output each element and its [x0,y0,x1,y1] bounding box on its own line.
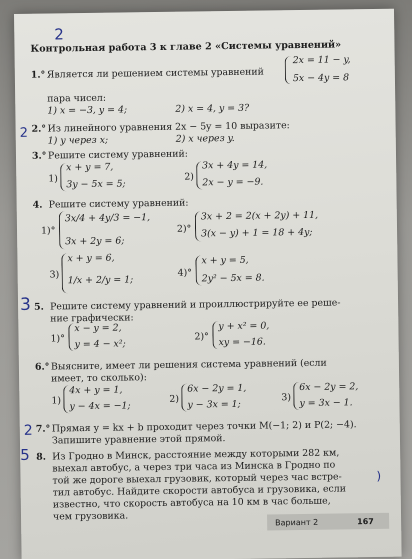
q3-a-label: 1) [48,173,59,185]
q6-b-eq1: 6x − 2y = 1, [187,382,247,395]
worksheet-title: Контрольная работа 3 к главе 2 «Системы уравнений» [30,39,342,55]
q1-text2: пара чисел: [47,92,107,105]
page-footer [267,513,389,531]
q2-number: 2.° [31,123,47,135]
q6-a-eq1: 4x + y = 1, [69,384,123,397]
q5-text: Решите систему уравнений и проиллюстрируйте ее реше- [50,297,341,313]
q3-b-eq1: 3x + 4y = 14, [202,159,268,172]
q5-b-label: 2)° [194,331,209,343]
q1-option-a: 1) x = −3, y = 4; [47,104,128,117]
handwritten-mark-q8: 5 [20,445,30,464]
q3-b-eq2: 2x − y = −9. [202,176,264,189]
q8-line-3: той же дороге выехал грузовик, который через час встре- [52,471,342,487]
q4-d-eq1: x + y = 5, [201,254,249,267]
q5-number: 5. [34,301,44,313]
q5-b-eq2: xy = −16. [218,336,266,349]
q6-number: 6.° [34,361,50,373]
q8-line-4: тил автобус. Найдите скорости автобуса и грузовика, если [52,483,347,499]
q6-a-label: 1) [51,395,62,407]
q7-text: Прямая y = kx + b проходит через точки M(−1; 2) и P(2; −4). [51,419,357,435]
q4-a-eq1: 3x/4 + 4y/3 = −1, [64,212,151,225]
q4-c-eq1: x + y = 6, [67,252,115,265]
q2-text: Из линейного уравнения 2x − 5y = 10 выразите: [47,120,290,135]
handwritten-check-q2: 2 [19,125,29,141]
q5-b-eq1: y + x² = 0, [218,320,270,333]
q4-d-label: 4)° [177,267,193,279]
q3-number: 3.° [31,150,47,162]
q6-b-eq2: y − 3x = 1; [187,398,241,411]
q2-option-a: 1) y через x; [47,134,109,147]
q6-b-label: 2) [169,393,180,405]
q4-a-eq2: 3x + 2y = 6; [65,235,125,248]
handwritten-check-q7: 2 [23,422,33,439]
q1-option-b: 2) x = 4, y = 3? [175,102,250,115]
q1-eq2: 5x − 4y = 8 [292,72,350,85]
q1-text: Является ли решением системы уравнений [46,66,264,81]
q5-text2: ние графически: [50,312,134,325]
q4-c-eq2: 1/x + 2/y = 1; [67,274,134,287]
q3-text: Решите систему уравнений: [47,148,188,162]
q1-number: 1.° [30,69,46,81]
q3-b-label: 2) [184,171,194,183]
q3-a-eq2: 3y − 5x = 5; [66,178,126,191]
handwritten-tick: ) [376,468,382,483]
q6-c-eq2: y = 3x − 1. [299,397,353,410]
q4-a-label: 1)° [40,225,56,237]
q4-b-label: 2)° [176,223,192,235]
q2-option-b: 2) x через y. [175,132,235,145]
handwritten-mark-q5: 3 [19,294,32,315]
q4-d-eq2: 2y² − 5x = 8. [201,272,265,285]
worksheet-page [14,9,402,559]
q3-a-eq1: x + y = 7, [66,161,114,174]
q1-system-brace [285,56,292,84]
q4-b-eq2: 3(x − y) + 1 = 18 + 4y; [201,226,313,240]
q8-line-5: известно, что скорость автобуса на 10 км в час больше, [52,495,331,511]
q6-c-eq1: 6x − 2y = 2, [299,381,359,394]
q5-a-label: 1)° [50,333,65,345]
q5-a-eq1: x − y = 2, [74,322,122,335]
q4-text: Решите систему уравнений: [48,197,189,211]
q6-text2: имеет, то сколько): [51,372,147,385]
footer-variant: Вариант 2 [275,517,319,528]
q8-line-1: Из Гродно в Минск, расстояние между которыми 282 км, [52,447,340,463]
footer-page-number: 167 [357,517,374,527]
q8-line-6: чем грузовика. [52,510,129,523]
q4-c-label: 3) [49,269,60,281]
q6-a-eq2: y − 4x = −1; [69,400,131,413]
q6-c-label: 3) [281,392,292,404]
q8-number: 8. [36,451,47,463]
q7-text2: Запишите уравнение этой прямой. [51,433,226,447]
q8-line-2: выехал автобус, а через три часа из Минска в Гродно по [52,459,336,475]
handwritten-variant-mark: 2 [54,25,64,44]
q4-number: 4. [32,199,43,211]
q7-number: 7.° [35,423,51,435]
q4-b-eq1: 3x + 2 = 2(x + 2y) + 11, [200,209,319,223]
q1-eq1: 2x = 11 − y, [292,54,351,67]
q5-a-eq2: y = 4 − x²; [74,338,126,351]
q6-text: Выясните, имеет ли решения система уравнений (если [50,357,327,373]
